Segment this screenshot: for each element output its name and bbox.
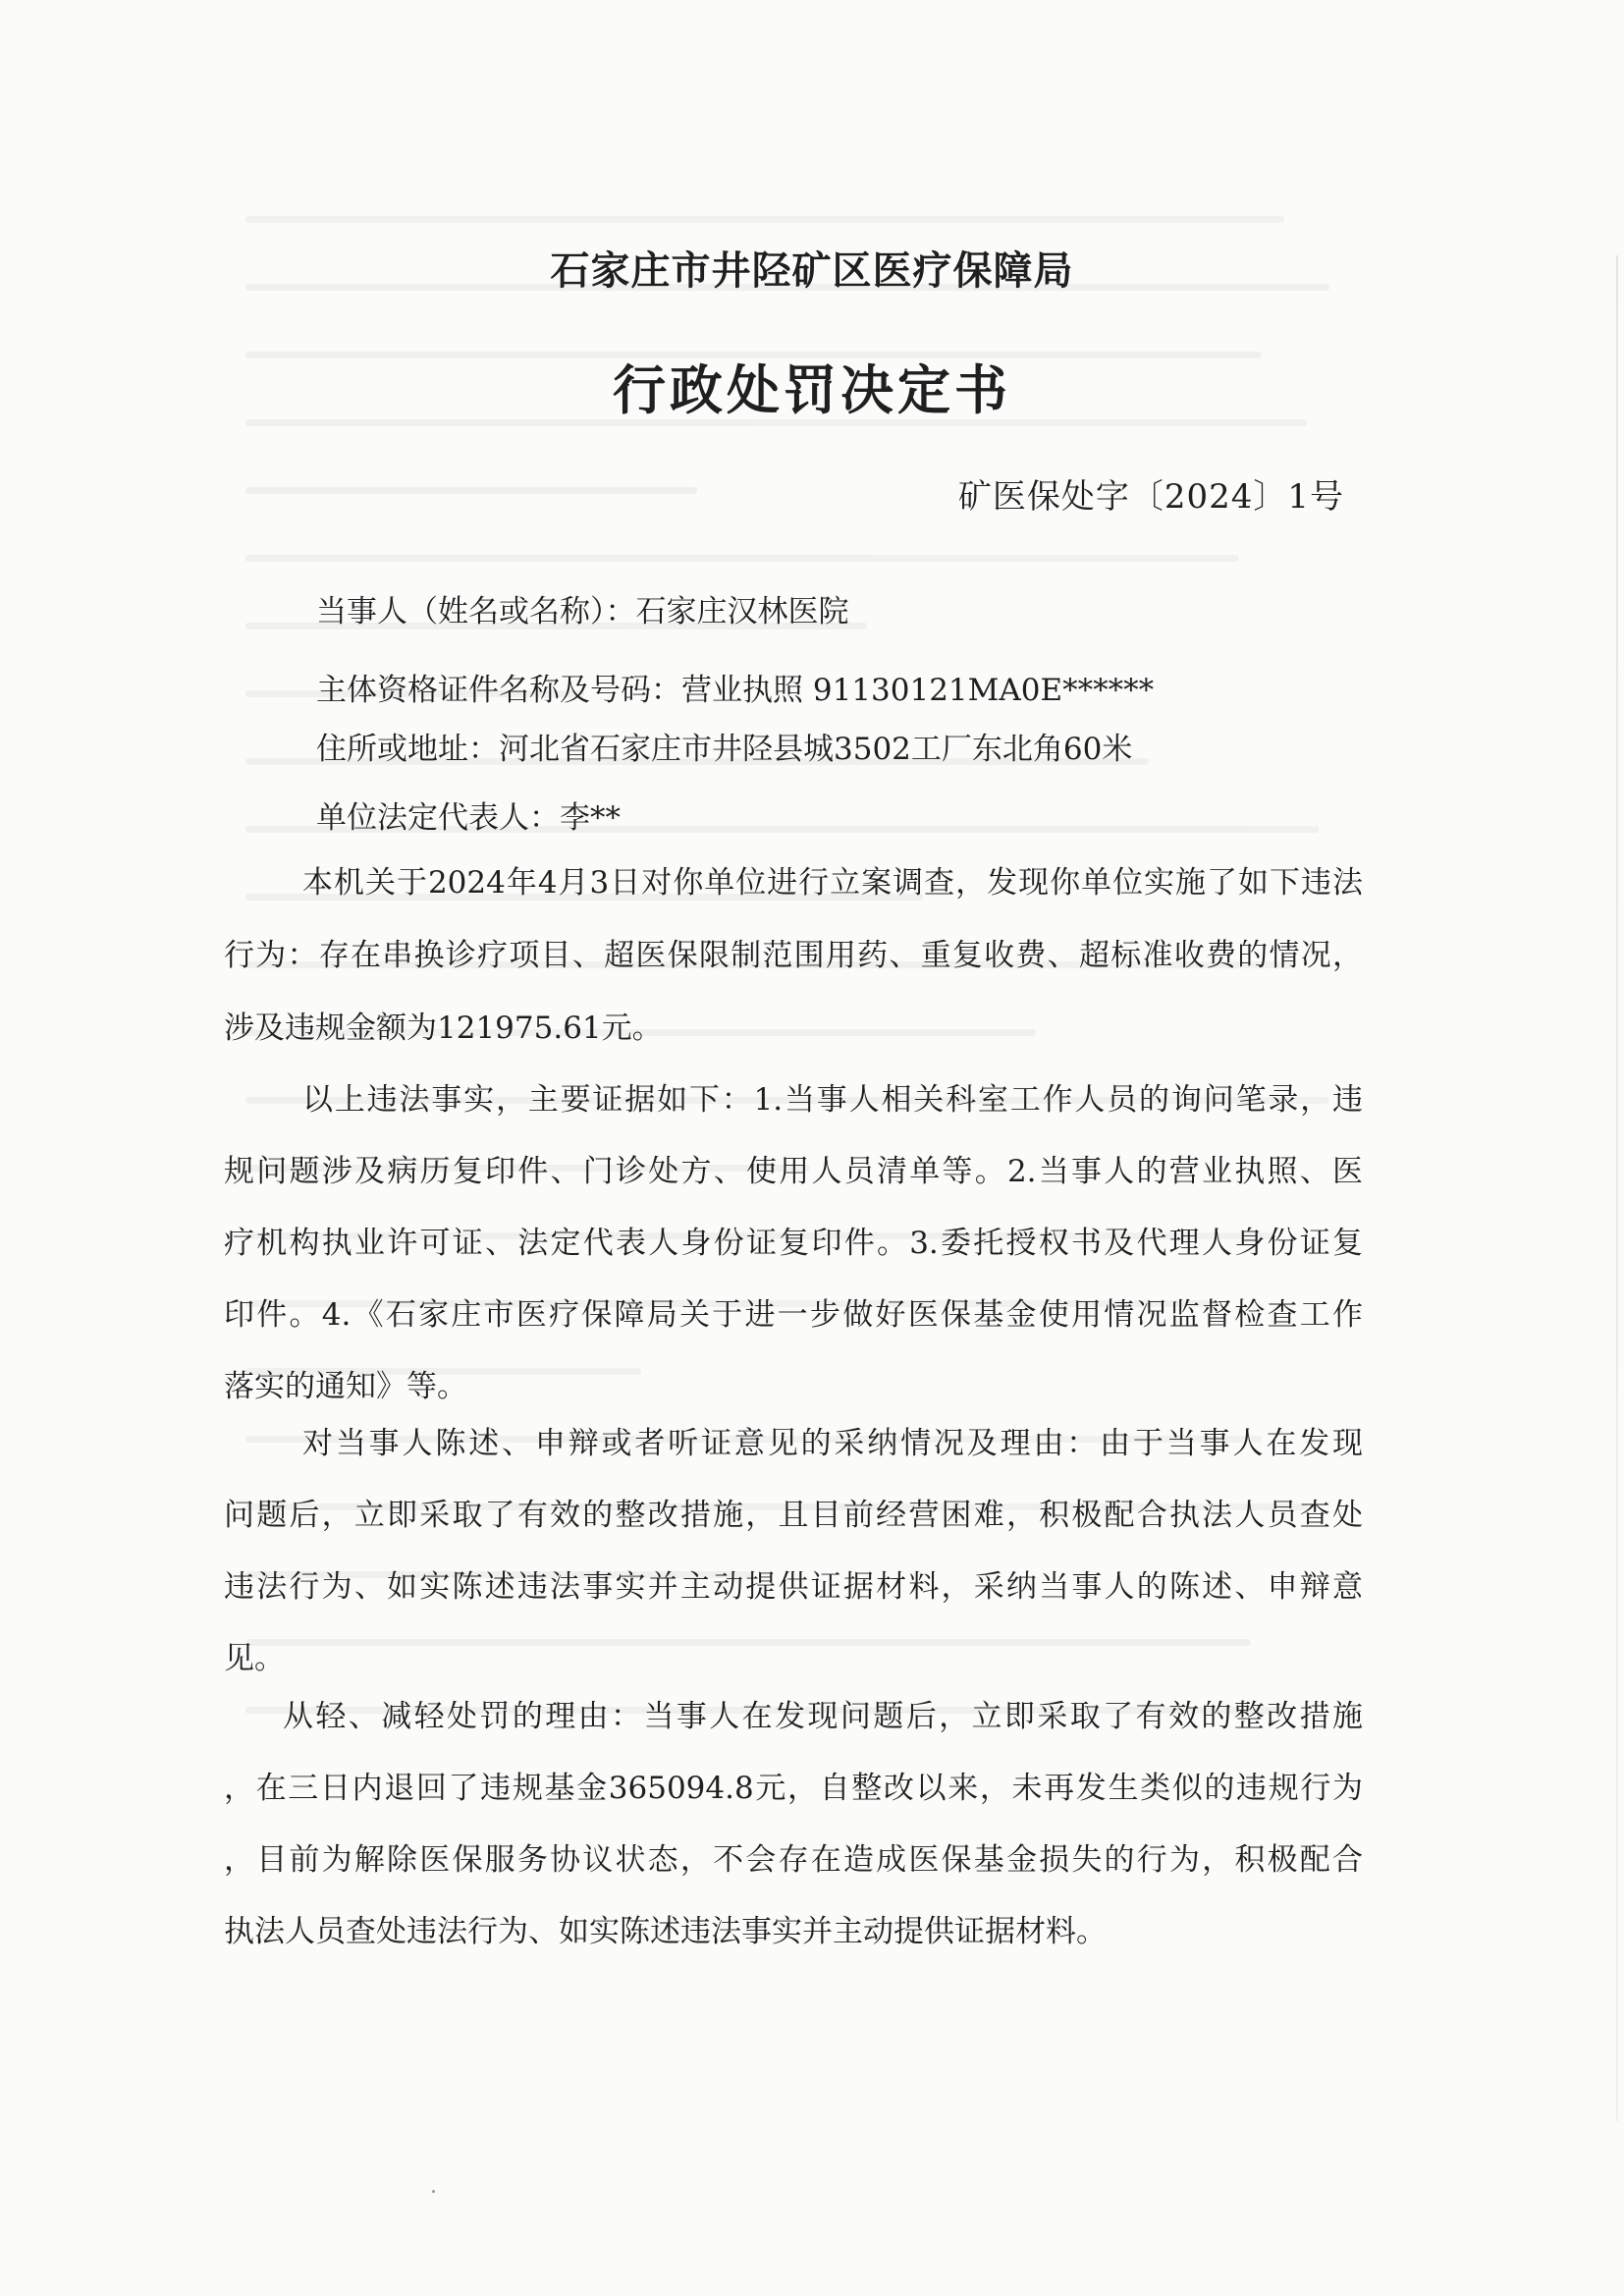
paragraph-line: 从轻、减轻处罚的理由：当事人在发现问题后，立即采取了有效的整改措施 (283, 1699, 1363, 1734)
paragraph-line: 涉及违规金额为121975.61元。 (224, 1011, 663, 1046)
investigation-paragraph (224, 863, 1363, 1081)
issuing-agency: 石家庄市井陉矿区医疗保障局 (550, 248, 1074, 294)
document-number: 矿医保处字〔2024〕1号 (957, 477, 1344, 517)
paragraph-line: 印件。4.《石家庄市医疗保障局关于进一步做好医保基金使用情况监督检查工作 (224, 1297, 1363, 1333)
paragraph-line: 问题后，立即采取了有效的整改措施，且目前经营困难，积极配合执法人员查处 (224, 1498, 1363, 1533)
evidence-paragraph (224, 1080, 1363, 1439)
paragraph-line: 规问题涉及病历复印件、门诊处方、使用人员清单等。2.当事人的营业执照、医 (224, 1154, 1363, 1189)
paragraph-line: 疗机构执业许可证、法定代表人身份证复印件。3.委托授权书及代理人身份证复 (224, 1226, 1363, 1261)
paragraph-line: 对当事人陈述、申辩或者听证意见的采纳情况及理由：由于当事人在发现 (302, 1426, 1363, 1461)
document-title: 行政处罚决定书 (613, 359, 1011, 421)
party-license: 主体资格证件名称及号码：营业执照 91130121MA0E****** (316, 673, 1155, 708)
paragraph-line: 以上违法事实，主要证据如下：1.当事人相关科室工作人员的询问笔录，违 (302, 1082, 1363, 1118)
party-name: 当事人（姓名或名称）：石家庄汉林医院 (316, 594, 849, 629)
paragraph-line: 违法行为、如实陈述违法事实并主动提供证据材料，采纳当事人的陈述、申辩意 (224, 1569, 1363, 1605)
scan-edge-shadow (1616, 255, 1618, 2121)
scan-speck (432, 2190, 435, 2193)
paragraph-line: 落实的通知》等。 (224, 1369, 467, 1404)
paragraph-line: 见。 (224, 1641, 285, 1676)
statement-adoption-paragraph (224, 1424, 1363, 1711)
paragraph-line: ，在三日内退回了违规基金365094.8元，自整改以来，未再发生类似的违规行为 (224, 1771, 1363, 1806)
paragraph-line: ，目前为解除医保服务协议状态，不会存在造成医保基金损失的行为，积极配合 (224, 1842, 1363, 1878)
paragraph-line: 执法人员查处违法行为、如实陈述违法事实并主动提供证据材料。 (224, 1914, 1107, 1949)
party-address: 住所或地址：河北省石家庄市井陉县城3502工厂东北角60米 (316, 732, 1133, 767)
paragraph-line: 本机关于2024年4月3日对你单位进行立案调查，发现你单位实施了如下违法 (302, 865, 1363, 901)
paragraph-line: 行为：存在串换诊疗项目、超医保限制范围用药、重复收费、超标准收费的情况， (224, 938, 1363, 973)
mitigation-paragraph (224, 1697, 1363, 1984)
party-legal-representative: 单位法定代表人：李** (316, 800, 621, 836)
